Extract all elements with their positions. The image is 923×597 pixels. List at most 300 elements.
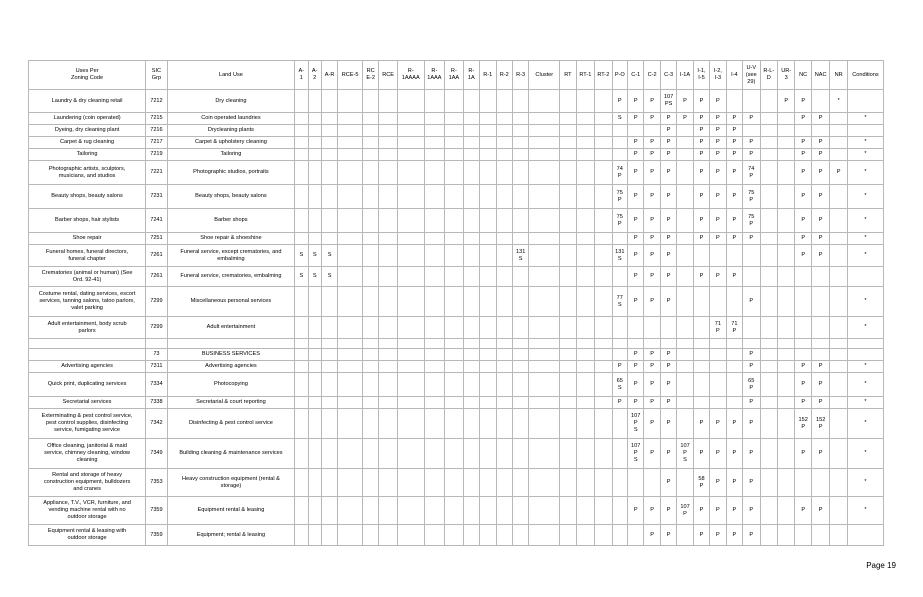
table-header-row bbox=[29, 61, 884, 90]
land-use-cell: Coin operated laundries bbox=[167, 113, 294, 125]
zoning-permission-cell bbox=[379, 409, 397, 439]
zoning-permission-cell bbox=[397, 90, 424, 113]
zoning-permission-cell bbox=[362, 409, 378, 439]
land-use-cell: Tailoring bbox=[167, 149, 294, 161]
uses-per-zoning-cell: Funeral homes, funeral directors, funeral chapter bbox=[29, 245, 146, 267]
zoning-permission-cell bbox=[362, 161, 378, 185]
zoning-permission-cell: P bbox=[726, 439, 742, 469]
land-use-cell bbox=[167, 339, 294, 349]
zoning-permission-cell bbox=[677, 149, 693, 161]
column-header: Cluster bbox=[529, 61, 560, 90]
land-use-cell: Beauty shops, beauty salons bbox=[167, 185, 294, 209]
zoning-permission-cell bbox=[529, 233, 560, 245]
zoning-permission-cell: P bbox=[628, 185, 644, 209]
zoning-permission-cell: P bbox=[811, 439, 829, 469]
zoning-permission-cell bbox=[379, 339, 397, 349]
zoning-permission-cell bbox=[321, 209, 337, 233]
zoning-permission-cell bbox=[397, 339, 424, 349]
zoning-permission-cell bbox=[595, 209, 612, 233]
zoning-permission-cell: S bbox=[308, 267, 321, 287]
conditions-cell: * bbox=[847, 397, 883, 409]
table-row bbox=[29, 233, 884, 245]
zoning-permission-cell bbox=[512, 233, 528, 245]
zoning-permission-cell bbox=[463, 287, 479, 317]
zoning-permission-cell bbox=[308, 397, 321, 409]
zoning-permission-cell bbox=[379, 349, 397, 361]
zoning-permission-cell bbox=[424, 137, 445, 149]
zoning-permission-cell bbox=[560, 113, 576, 125]
zoning-permission-cell bbox=[811, 125, 829, 137]
table-row bbox=[29, 361, 884, 373]
zoning-permission-cell: 152 P bbox=[795, 409, 811, 439]
zoning-permission-cell: P bbox=[726, 233, 742, 245]
zoning-permission-cell bbox=[778, 469, 795, 497]
zoning-permission-cell bbox=[463, 245, 479, 267]
zoning-permission-cell bbox=[778, 267, 795, 287]
zoning-permission-cell bbox=[576, 209, 594, 233]
zoning-permission-cell bbox=[512, 209, 528, 233]
conditions-cell: * bbox=[847, 287, 883, 317]
zoning-permission-cell: 131 S bbox=[512, 245, 528, 267]
zoning-permission-cell bbox=[830, 209, 847, 233]
zoning-permission-cell: P bbox=[644, 90, 660, 113]
zoning-permission-cell: P bbox=[628, 149, 644, 161]
zoning-permission-cell: P bbox=[710, 497, 726, 525]
zoning-permission-cell bbox=[308, 373, 321, 397]
zoning-permission-cell bbox=[424, 361, 445, 373]
zoning-permission-cell bbox=[795, 125, 811, 137]
zoning-permission-cell bbox=[560, 209, 576, 233]
zoning-permission-cell: P bbox=[644, 439, 660, 469]
zoning-permission-cell bbox=[308, 469, 321, 497]
zoning-permission-cell bbox=[778, 339, 795, 349]
zoning-permission-cell bbox=[693, 339, 709, 349]
uses-per-zoning-cell bbox=[29, 339, 146, 349]
zoning-permission-cell bbox=[362, 349, 378, 361]
zoning-permission-cell bbox=[496, 397, 512, 409]
zoning-permission-cell bbox=[496, 497, 512, 525]
zoning-permission-cell bbox=[445, 245, 463, 267]
land-use-cell: Funeral service, except crematories, and embalming bbox=[167, 245, 294, 267]
zoning-permission-cell bbox=[760, 185, 777, 209]
zoning-permission-cell bbox=[424, 113, 445, 125]
zoning-permission-cell bbox=[397, 317, 424, 339]
zoning-permission-cell bbox=[576, 125, 594, 137]
zoning-permission-cell: P bbox=[644, 409, 660, 439]
zoning-permission-cell bbox=[830, 233, 847, 245]
land-use-cell: BUSINESS SERVICES bbox=[167, 349, 294, 361]
sic-group-cell: 7251 bbox=[146, 233, 168, 245]
zoning-permission-cell bbox=[445, 497, 463, 525]
zoning-permission-cell: P bbox=[710, 161, 726, 185]
zoning-permission-cell: P bbox=[644, 267, 660, 287]
zoning-permission-cell bbox=[595, 245, 612, 267]
zoning-permission-cell bbox=[308, 90, 321, 113]
zoning-permission-cell bbox=[362, 497, 378, 525]
zoning-permission-cell bbox=[321, 287, 337, 317]
table-row bbox=[29, 161, 884, 185]
zoning-permission-cell: P bbox=[628, 397, 644, 409]
uses-per-zoning-cell: Exterminating & pest control service, pest control supplies, disinfecting service, fumigating service bbox=[29, 409, 146, 439]
zoning-permission-cell bbox=[445, 125, 463, 137]
zoning-permission-cell bbox=[463, 339, 479, 349]
zoning-permission-cell bbox=[726, 373, 742, 397]
zoning-permission-cell: P bbox=[726, 185, 742, 209]
zoning-permission-cell bbox=[512, 125, 528, 137]
zoning-permission-cell bbox=[529, 397, 560, 409]
zoning-permission-cell bbox=[726, 90, 742, 113]
zoning-permission-cell bbox=[512, 361, 528, 373]
zoning-permission-cell: P bbox=[710, 439, 726, 469]
land-use-cell: Secretarial & court reporting bbox=[167, 397, 294, 409]
zoning-permission-cell bbox=[424, 161, 445, 185]
uses-per-zoning-cell: Appliance, T.V., VCR, furniture, and vending machine rental with no outdoor storage bbox=[29, 497, 146, 525]
sic-group-cell: 7241 bbox=[146, 209, 168, 233]
page-number: Page 19 bbox=[866, 561, 896, 570]
land-use-cell: Equipment; rental & leasing bbox=[167, 525, 294, 546]
zoning-permission-cell bbox=[595, 409, 612, 439]
zoning-permission-cell bbox=[743, 339, 760, 349]
zoning-permission-cell bbox=[529, 317, 560, 339]
zoning-permission-cell bbox=[308, 209, 321, 233]
column-header: RT-1 bbox=[576, 61, 594, 90]
zoning-permission-cell: P bbox=[693, 267, 709, 287]
zoning-permission-cell bbox=[560, 90, 576, 113]
column-header: R-3 bbox=[512, 61, 528, 90]
zoning-permission-cell bbox=[338, 125, 363, 137]
zoning-permission-cell bbox=[379, 317, 397, 339]
uses-per-zoning-cell: Laundry & dry cleaning retail bbox=[29, 90, 146, 113]
table-row bbox=[29, 439, 884, 469]
zoning-permission-cell bbox=[778, 439, 795, 469]
zoning-permission-cell bbox=[693, 245, 709, 267]
zoning-permission-cell bbox=[362, 397, 378, 409]
zoning-permission-cell: P bbox=[710, 469, 726, 497]
zoning-permission-cell bbox=[379, 161, 397, 185]
zoning-permission-cell bbox=[445, 525, 463, 546]
zoning-permission-cell bbox=[830, 245, 847, 267]
zoning-permission-cell bbox=[612, 469, 627, 497]
column-header: SIC Grp bbox=[146, 61, 168, 90]
zoning-permission-cell bbox=[397, 469, 424, 497]
zoning-permission-cell bbox=[424, 245, 445, 267]
zoning-permission-cell bbox=[529, 267, 560, 287]
zoning-permission-cell bbox=[480, 113, 496, 125]
zoning-permission-cell bbox=[362, 525, 378, 546]
zoning-permission-cell: P bbox=[726, 137, 742, 149]
zoning-permission-cell bbox=[445, 287, 463, 317]
zoning-permission-cell bbox=[338, 373, 363, 397]
uses-per-zoning-cell: Crematories (animal or human) (See Ord. 92-41) bbox=[29, 267, 146, 287]
zoning-permission-cell bbox=[760, 525, 777, 546]
zoning-permission-cell: P bbox=[660, 245, 676, 267]
zoning-permission-cell bbox=[295, 317, 308, 339]
zoning-use-table bbox=[28, 60, 884, 546]
sic-group-cell: 7342 bbox=[146, 409, 168, 439]
uses-per-zoning-cell: Tailoring bbox=[29, 149, 146, 161]
zoning-permission-cell bbox=[480, 125, 496, 137]
table-row bbox=[29, 267, 884, 287]
zoning-permission-cell bbox=[308, 497, 321, 525]
zoning-permission-cell bbox=[743, 267, 760, 287]
zoning-permission-cell bbox=[726, 361, 742, 373]
zoning-permission-cell bbox=[778, 317, 795, 339]
zoning-permission-cell: P bbox=[726, 267, 742, 287]
zoning-permission-cell: P bbox=[644, 161, 660, 185]
sic-group-cell: 7299 bbox=[146, 317, 168, 339]
zoning-permission-cell bbox=[595, 525, 612, 546]
conditions-cell: * bbox=[847, 361, 883, 373]
zoning-permission-cell bbox=[595, 137, 612, 149]
table-row bbox=[29, 185, 884, 209]
zoning-permission-cell: 107 P bbox=[677, 497, 693, 525]
zoning-permission-cell bbox=[463, 469, 479, 497]
zoning-permission-cell bbox=[445, 469, 463, 497]
column-header: R-1 bbox=[480, 61, 496, 90]
zoning-permission-cell bbox=[778, 161, 795, 185]
zoning-permission-cell bbox=[778, 287, 795, 317]
zoning-permission-cell bbox=[295, 525, 308, 546]
zoning-permission-cell bbox=[424, 497, 445, 525]
column-header: RT-2 bbox=[595, 61, 612, 90]
zoning-permission-cell bbox=[576, 409, 594, 439]
zoning-permission-cell bbox=[463, 497, 479, 525]
zoning-permission-cell bbox=[512, 497, 528, 525]
zoning-permission-cell bbox=[480, 209, 496, 233]
zoning-permission-cell bbox=[612, 409, 627, 439]
zoning-permission-cell bbox=[811, 339, 829, 349]
zoning-permission-cell bbox=[576, 287, 594, 317]
zoning-permission-cell bbox=[612, 439, 627, 469]
land-use-cell: Equipment rental & leasing bbox=[167, 497, 294, 525]
zoning-permission-cell: P bbox=[726, 113, 742, 125]
column-header: U-V (see 29) bbox=[743, 61, 760, 90]
zoning-permission-cell bbox=[295, 469, 308, 497]
zoning-permission-cell bbox=[463, 233, 479, 245]
zoning-permission-cell bbox=[628, 125, 644, 137]
zoning-permission-cell bbox=[480, 469, 496, 497]
table-row bbox=[29, 469, 884, 497]
zoning-permission-cell bbox=[321, 409, 337, 439]
zoning-permission-cell bbox=[480, 497, 496, 525]
column-header: I-2, I-3 bbox=[710, 61, 726, 90]
zoning-permission-cell bbox=[397, 497, 424, 525]
zoning-permission-cell bbox=[397, 161, 424, 185]
zoning-permission-cell: P bbox=[726, 469, 742, 497]
column-header: RCE bbox=[379, 61, 397, 90]
zoning-permission-cell bbox=[321, 525, 337, 546]
zoning-permission-cell: P bbox=[628, 90, 644, 113]
zoning-permission-cell bbox=[778, 497, 795, 525]
zoning-permission-cell bbox=[463, 161, 479, 185]
zoning-permission-cell bbox=[644, 125, 660, 137]
column-header: RCE-5 bbox=[338, 61, 363, 90]
zoning-permission-cell: P bbox=[644, 137, 660, 149]
zoning-permission-cell bbox=[338, 339, 363, 349]
zoning-permission-cell bbox=[397, 125, 424, 137]
column-header: UR- 3 bbox=[778, 61, 795, 90]
zoning-permission-cell bbox=[424, 469, 445, 497]
zoning-permission-cell bbox=[529, 469, 560, 497]
zoning-permission-cell: P bbox=[660, 185, 676, 209]
zoning-permission-cell bbox=[760, 90, 777, 113]
uses-per-zoning-cell: Office cleaning, janitorial & maid service, chimney cleaning, window cleaning bbox=[29, 439, 146, 469]
zoning-permission-cell bbox=[496, 209, 512, 233]
zoning-permission-cell bbox=[693, 373, 709, 397]
zoning-permission-cell bbox=[677, 469, 693, 497]
conditions-cell: * bbox=[847, 373, 883, 397]
zoning-permission-cell bbox=[496, 349, 512, 361]
zoning-permission-cell: P bbox=[660, 373, 676, 397]
zoning-permission-cell bbox=[560, 287, 576, 317]
zoning-permission-cell: 107 P S bbox=[628, 439, 644, 469]
zoning-permission-cell bbox=[710, 245, 726, 267]
zoning-permission-cell: P bbox=[710, 409, 726, 439]
zoning-permission-cell bbox=[529, 339, 560, 349]
zoning-permission-cell bbox=[362, 267, 378, 287]
zoning-permission-cell bbox=[308, 361, 321, 373]
zoning-permission-cell bbox=[512, 317, 528, 339]
zoning-permission-cell bbox=[397, 137, 424, 149]
sic-group-cell: 7359 bbox=[146, 497, 168, 525]
zoning-permission-cell bbox=[576, 439, 594, 469]
zoning-permission-cell bbox=[463, 409, 479, 439]
zoning-permission-cell bbox=[379, 267, 397, 287]
zoning-permission-cell bbox=[830, 373, 847, 397]
zoning-permission-cell bbox=[529, 185, 560, 209]
zoning-permission-cell bbox=[480, 373, 496, 397]
zoning-permission-cell: P bbox=[811, 233, 829, 245]
zoning-permission-cell: P bbox=[743, 469, 760, 497]
zoning-permission-cell: P bbox=[795, 185, 811, 209]
zoning-permission-cell bbox=[295, 90, 308, 113]
conditions-cell bbox=[847, 349, 883, 361]
zoning-permission-cell bbox=[595, 497, 612, 525]
zoning-permission-cell bbox=[595, 113, 612, 125]
column-header: A-R bbox=[321, 61, 337, 90]
zoning-permission-cell bbox=[560, 373, 576, 397]
zoning-permission-cell bbox=[778, 361, 795, 373]
zoning-permission-cell bbox=[362, 361, 378, 373]
zoning-permission-cell bbox=[830, 149, 847, 161]
zoning-permission-cell: P bbox=[726, 209, 742, 233]
zoning-permission-cell bbox=[397, 287, 424, 317]
zoning-permission-cell bbox=[338, 409, 363, 439]
zoning-permission-cell: P bbox=[743, 137, 760, 149]
zoning-permission-cell bbox=[529, 161, 560, 185]
column-header: C-3 bbox=[660, 61, 676, 90]
zoning-permission-cell bbox=[338, 90, 363, 113]
zoning-permission-cell bbox=[295, 339, 308, 349]
zoning-permission-cell: P bbox=[795, 373, 811, 397]
zoning-permission-cell bbox=[778, 209, 795, 233]
zoning-permission-cell bbox=[512, 339, 528, 349]
zoning-permission-cell bbox=[595, 287, 612, 317]
zoning-permission-cell bbox=[463, 267, 479, 287]
zoning-permission-cell bbox=[811, 349, 829, 361]
zoning-permission-cell: P bbox=[693, 525, 709, 546]
zoning-permission-cell: P bbox=[743, 409, 760, 439]
zoning-permission-cell bbox=[362, 209, 378, 233]
zoning-permission-cell: P bbox=[677, 113, 693, 125]
zoning-permission-cell bbox=[295, 439, 308, 469]
uses-per-zoning-cell: Secretarial services bbox=[29, 397, 146, 409]
zoning-permission-cell bbox=[778, 137, 795, 149]
zoning-permission-cell: P bbox=[677, 90, 693, 113]
sic-group-cell: 7217 bbox=[146, 137, 168, 149]
zoning-permission-cell: P bbox=[726, 149, 742, 161]
zoning-permission-cell bbox=[480, 185, 496, 209]
zoning-permission-cell bbox=[397, 439, 424, 469]
zoning-permission-cell bbox=[321, 137, 337, 149]
zoning-permission-cell bbox=[760, 469, 777, 497]
zoning-permission-cell: P bbox=[660, 209, 676, 233]
zoning-permission-cell bbox=[760, 125, 777, 137]
column-header: NR bbox=[830, 61, 847, 90]
zoning-permission-cell bbox=[338, 439, 363, 469]
zoning-permission-cell bbox=[677, 209, 693, 233]
zoning-permission-cell bbox=[677, 125, 693, 137]
zoning-permission-cell bbox=[463, 209, 479, 233]
zoning-permission-cell bbox=[321, 149, 337, 161]
uses-per-zoning-cell: Advertising agencies bbox=[29, 361, 146, 373]
land-use-cell: Building cleaning & maintenance services bbox=[167, 439, 294, 469]
zoning-permission-cell bbox=[595, 397, 612, 409]
zoning-permission-cell bbox=[576, 113, 594, 125]
zoning-permission-cell: 65 S bbox=[612, 373, 627, 397]
zoning-permission-cell bbox=[576, 90, 594, 113]
zoning-permission-cell bbox=[463, 373, 479, 397]
column-header: I-1, I-5 bbox=[693, 61, 709, 90]
zoning-permission-cell: P bbox=[743, 497, 760, 525]
zoning-permission-cell bbox=[445, 373, 463, 397]
zoning-permission-cell bbox=[512, 525, 528, 546]
zoning-permission-cell bbox=[560, 245, 576, 267]
zoning-permission-cell: P bbox=[612, 90, 627, 113]
zoning-permission-cell bbox=[362, 149, 378, 161]
zoning-permission-cell bbox=[308, 317, 321, 339]
zoning-permission-cell bbox=[308, 409, 321, 439]
zoning-permission-cell bbox=[480, 409, 496, 439]
zoning-permission-cell: P bbox=[644, 397, 660, 409]
zoning-permission-cell bbox=[760, 287, 777, 317]
zoning-permission-cell bbox=[512, 113, 528, 125]
zoning-permission-cell bbox=[830, 409, 847, 439]
zoning-permission-cell bbox=[338, 397, 363, 409]
zoning-permission-cell bbox=[496, 245, 512, 267]
zoning-permission-cell: 107 P S bbox=[677, 439, 693, 469]
zoning-permission-cell bbox=[295, 137, 308, 149]
zoning-permission-cell bbox=[463, 361, 479, 373]
zoning-permission-cell bbox=[338, 185, 363, 209]
zoning-permission-cell: P bbox=[628, 209, 644, 233]
zoning-permission-cell: P bbox=[811, 137, 829, 149]
zoning-permission-cell bbox=[760, 497, 777, 525]
table-row bbox=[29, 397, 884, 409]
zoning-permission-cell bbox=[295, 349, 308, 361]
zoning-permission-cell: P bbox=[644, 233, 660, 245]
conditions-cell bbox=[847, 90, 883, 113]
zoning-permission-cell bbox=[760, 439, 777, 469]
zoning-permission-cell bbox=[677, 349, 693, 361]
zoning-permission-cell bbox=[595, 161, 612, 185]
zoning-permission-cell bbox=[480, 287, 496, 317]
conditions-cell: * bbox=[847, 409, 883, 439]
zoning-permission-cell: P bbox=[693, 409, 709, 439]
zoning-permission-cell bbox=[308, 149, 321, 161]
land-use-cell: Funeral service, crematories, embalming bbox=[167, 267, 294, 287]
zoning-permission-cell bbox=[595, 267, 612, 287]
